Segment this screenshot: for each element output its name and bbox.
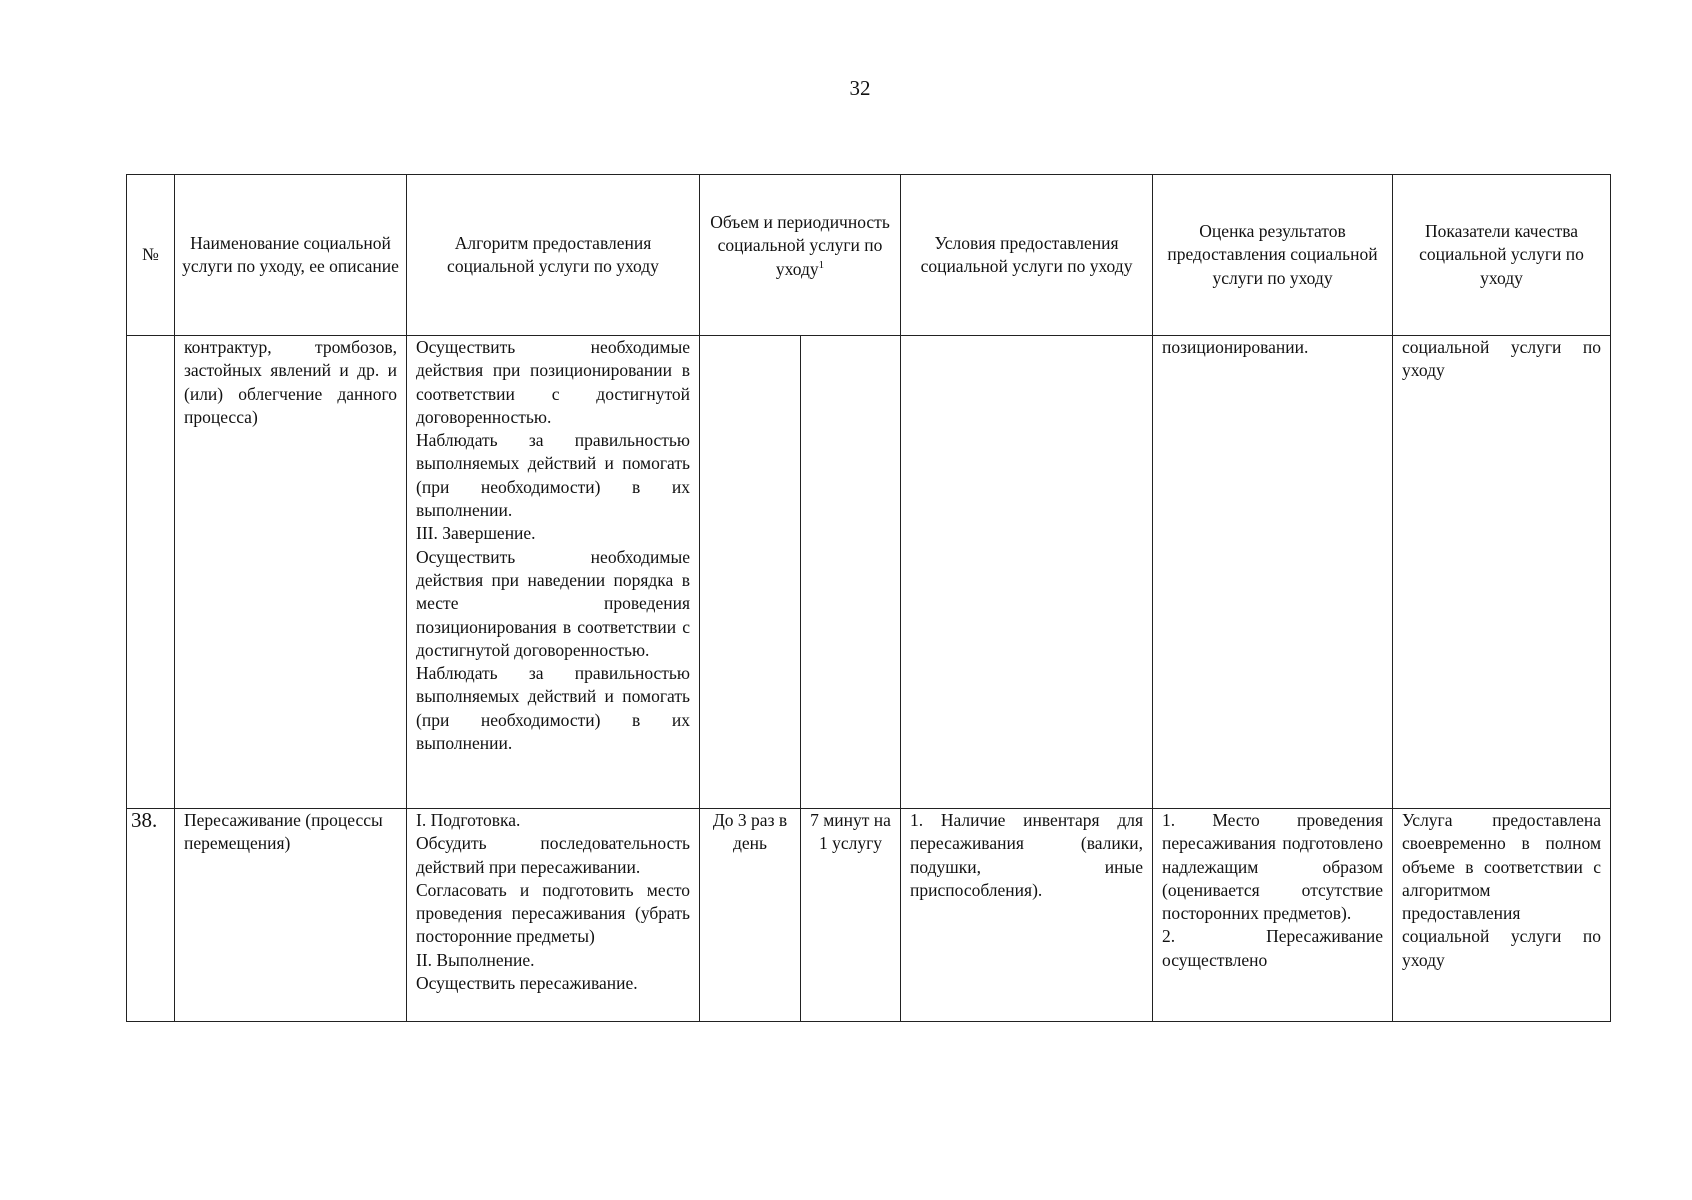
services-table	[126, 174, 1611, 1022]
table-header-row	[127, 175, 1611, 336]
header-algorithm: Алгоритм предоставления социальной услуги по уходу	[407, 175, 700, 336]
assessment-line: 2. Пересаживание осуществлено	[1162, 926, 1384, 970]
assessment-line: 1. Место проведения пересаживания подготовлено надлежащим образом (оценивается отсутствие посторонних предметов).	[1162, 810, 1384, 924]
algorithm-line: I. Подготовка.	[416, 810, 521, 830]
table-row	[127, 336, 1611, 809]
header-volume	[700, 175, 901, 336]
page-number: 32	[849, 76, 871, 100]
algorithm-line: II. Выполнение.	[416, 949, 535, 970]
header-assessment: Оценка результатов предоставления социальной услуги по уходу	[1153, 175, 1393, 336]
algorithm-line: Осуществить необходимые действия при позиционировании в соответствии с достигнутой договоренностью.	[416, 337, 690, 427]
row-quality: социальной услуги по уходу	[1393, 336, 1611, 809]
row-volume: До 3 раз в день	[700, 809, 801, 1022]
footnote-marker: 1	[818, 258, 825, 271]
row-name: Пересаживание (процессы перемещения)	[175, 809, 407, 1022]
row-conditions	[901, 336, 1153, 809]
row-algorithm	[407, 336, 700, 809]
algorithm-line: Наблюдать за правильностью выполняемых действий и помогать (при необходимости) в их выполнении.	[416, 430, 690, 521]
algorithm-line: Согласовать и подготовить место проведения пересаживания (убрать посторонние предметы)	[416, 879, 690, 947]
header-volume-text: Объем и периодичность социальной услуги по уходу	[710, 212, 890, 279]
row-num: 38.	[127, 809, 175, 1022]
header-name: Наименование социальной услуги по уходу, ее описание	[175, 175, 407, 336]
row-conditions: 1. Наличие инвентаря для пересаживания (валики, подушки, иные приспособления).	[901, 809, 1153, 1022]
algorithm-line: Осуществить пересаживание.	[416, 973, 638, 994]
table-row	[127, 809, 1611, 1022]
row-assessment	[1153, 809, 1393, 1022]
header-quality: Показатели качества социальной услуги по уходу	[1393, 175, 1611, 336]
header-num: №	[127, 175, 175, 336]
algorithm-line: Обсудить последовательность действий при пересаживании.	[416, 833, 690, 877]
row-periodicity: 7 минут на 1 услугу	[801, 809, 901, 1022]
row-assessment	[1153, 336, 1393, 809]
algorithm-line: III. Завершение.	[416, 523, 536, 544]
header-conditions: Условия предоставления социальной услуги по уходу	[901, 175, 1153, 336]
algorithm-line: Наблюдать за правильностью выполняемых действий и помогать (при необходимости) в их выполнении.	[416, 663, 690, 754]
row-quality: Услуга предоставлена своевременно в полном объеме в соответствии с алгоритмом предоставления социальной услуги по уходу	[1393, 809, 1611, 1022]
assessment-line: позиционировании.	[1162, 337, 1309, 357]
row-num	[127, 336, 175, 809]
row-algorithm	[407, 809, 700, 1022]
row-volume	[700, 336, 801, 809]
row-periodicity	[801, 336, 901, 809]
row-name: контрактур, тромбозов, застойных явлений и др. и (или) облегчение данного процесса)	[175, 336, 407, 809]
algorithm-line: Осуществить необходимые действия при наведении порядка в месте проведения позиционирования в соответствии с достигнутой договоренностью.	[416, 546, 690, 660]
